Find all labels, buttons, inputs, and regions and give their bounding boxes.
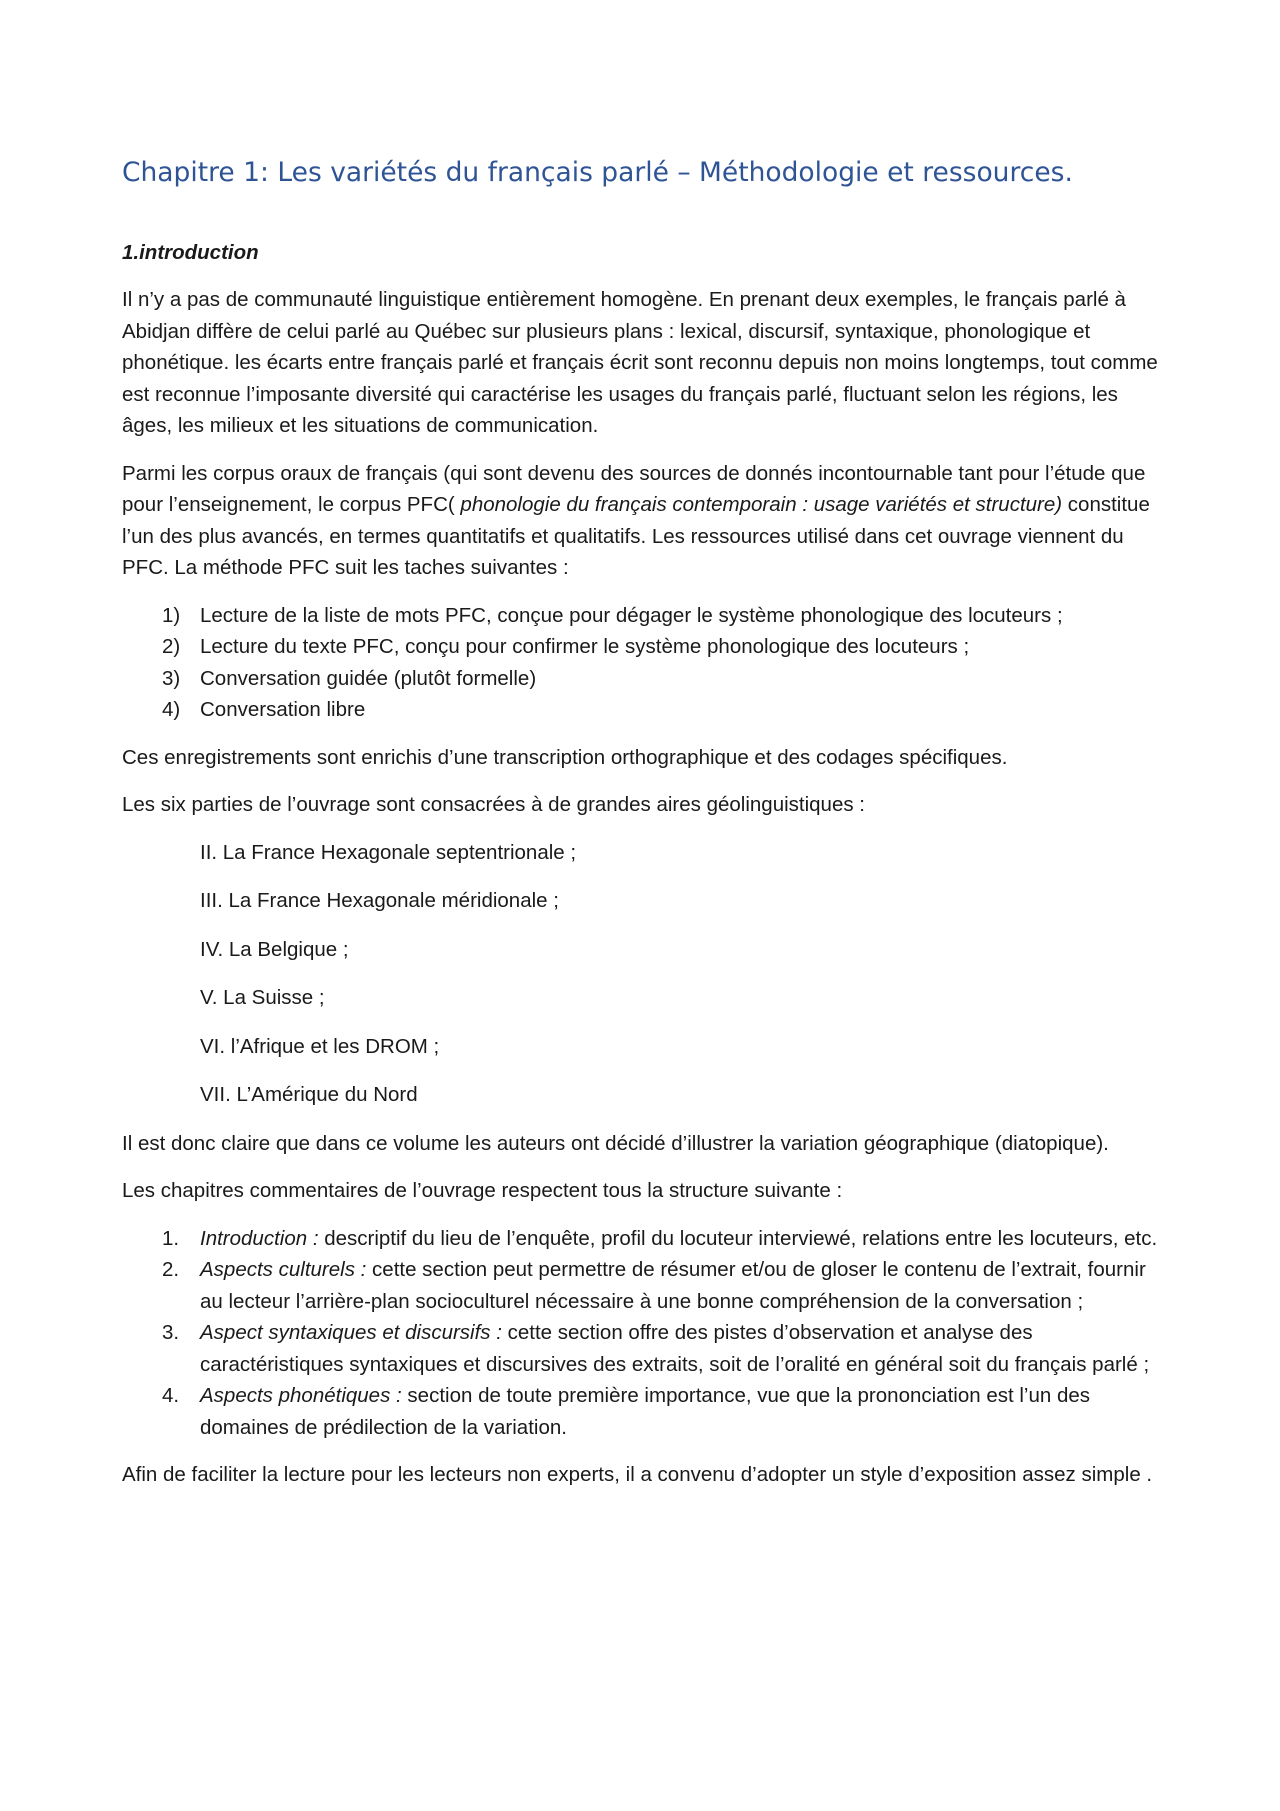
list-item-number: 4. bbox=[162, 1384, 180, 1407]
area-item: V. La Suisse ; bbox=[200, 986, 325, 1009]
list-item-text: cette section peut permettre de résumer et/ou de gloser le contenu de l’extrait, fournir au lecteur l’arrière-plan socioculturel nécessaire à une bonne compréhension de la conversation ; bbox=[200, 1258, 1146, 1313]
list-item bbox=[122, 663, 1162, 695]
corpus-paragraph-italic: phonologie du français contemporain : usage variétés et structure) bbox=[460, 493, 1063, 516]
structure-list bbox=[122, 1223, 1162, 1444]
list-item bbox=[122, 1380, 1162, 1443]
list-item bbox=[122, 1254, 1162, 1317]
list-item-text: cette section offre des pistes d’observation et analyse des caractéristiques syntaxiques et discursives des extraits, soit de l’oralité en général soit du français parlé ; bbox=[200, 1321, 1150, 1376]
list-item-number: 2. bbox=[162, 1258, 180, 1281]
intro-paragraph: Il n’y a pas de communauté linguistique entièrement homogène. En prenant deux exemples, le français parlé à Abidjan diffère de celui parlé au Québec sur plusieurs plans : lexical, discursif, syntaxique, phonologique et phonétique. les écarts entre français parlé et français écrit sont reconnu depuis non moins longtemps, tout comme est reconnue l’imposante diversité qui caractérise les usages du français parlé, fluctuant selon les régions, les âges, les milieux et les situations de communication. bbox=[122, 288, 1158, 437]
list-item bbox=[122, 631, 1162, 663]
list-item-text: Lecture du texte PFC, conçu pour confirmer le système phonologique des locuteurs ; bbox=[200, 635, 970, 658]
variation-paragraph: Il est donc claire que dans ce volume les auteurs ont décidé d’illustrer la variation géographique (diatopique). bbox=[122, 1131, 1109, 1155]
list-item-number: 2) bbox=[162, 635, 181, 658]
list-item-label: Introduction : bbox=[200, 1226, 319, 1250]
area-item: VII. L’Amérique du Nord bbox=[200, 1083, 418, 1106]
list-item-label: Aspect syntaxiques et discursifs : bbox=[200, 1321, 502, 1344]
list-item-text: Lecture de la liste de mots PFC, conçue pour dégager le système phonologique des locuteurs ; bbox=[200, 603, 1063, 627]
corpus-paragraph-part1: Parmi les corpus oraux de français (qui sont devenu des sources de donnés incontournable tant pour l’étude que pour l’enseignement, le corpus PFC( bbox=[122, 461, 1146, 516]
list-item-label: Aspects phonétiques : bbox=[200, 1384, 402, 1407]
section-heading: 1.introduction bbox=[122, 241, 259, 264]
list-item-text: section de toute première importance, vue que la prononciation est l’un des domaines de prédilection de la variation. bbox=[200, 1384, 1091, 1439]
list-item-text: Conversation libre bbox=[200, 698, 366, 721]
parts-paragraph: Les six parties de l’ouvrage sont consacrées à de grandes aires géolinguistiques : bbox=[122, 793, 865, 816]
corpus-paragraph bbox=[122, 458, 1162, 584]
list-item-number: 1) bbox=[162, 603, 181, 627]
pfc-steps-list bbox=[122, 600, 1162, 726]
conclusion-paragraph: Afin de faciliter la lecture pour les lecteurs non experts, il a convenu d’adopter un style d’exposition assez simple . bbox=[122, 1463, 1153, 1486]
list-item-number: 3) bbox=[162, 666, 181, 690]
recordings-paragraph: Ces enregistrements sont enrichis d’une transcription orthographique et des codages spécifiques. bbox=[122, 745, 1008, 769]
list-item-text: Conversation guidée (plutôt formelle) bbox=[200, 666, 537, 690]
list-item bbox=[122, 694, 1162, 726]
chapter-title: Chapitre 1: Les variétés du français parlé – Méthodologie et ressources. bbox=[122, 157, 1073, 188]
list-item-number: 4) bbox=[162, 698, 181, 721]
list-item-label: Aspects culturels : bbox=[200, 1258, 367, 1281]
list-item-number: 3. bbox=[162, 1321, 180, 1344]
list-item bbox=[122, 600, 1162, 632]
list-item bbox=[122, 1317, 1162, 1380]
geolinguistic-areas bbox=[200, 837, 1162, 1111]
area-item: II. La France Hexagonale septentrionale ; bbox=[200, 840, 577, 864]
list-item-number: 1. bbox=[162, 1226, 180, 1250]
list-item-text: descriptif du lieu de l’enquête, profil du locuteur interviewé, relations entre les locuteurs, etc. bbox=[318, 1226, 1158, 1250]
area-item: IV. La Belgique ; bbox=[200, 937, 349, 961]
structure-intro-paragraph: Les chapitres commentaires de l’ouvrage respectent tous la structure suivante : bbox=[122, 1179, 843, 1202]
area-item: VI. l’Afrique et les DROM ; bbox=[200, 1034, 440, 1058]
corpus-paragraph-part2: constitue l’un des plus avancés, en termes quantitatifs et qualitatifs. Les ressources utilisé dans cet ouvrage viennent du PFC. La méthode PFC suit les taches suivantes : bbox=[122, 493, 1150, 579]
list-item bbox=[122, 1223, 1162, 1255]
area-item: III. La France Hexagonale méridionale ; bbox=[200, 889, 559, 912]
